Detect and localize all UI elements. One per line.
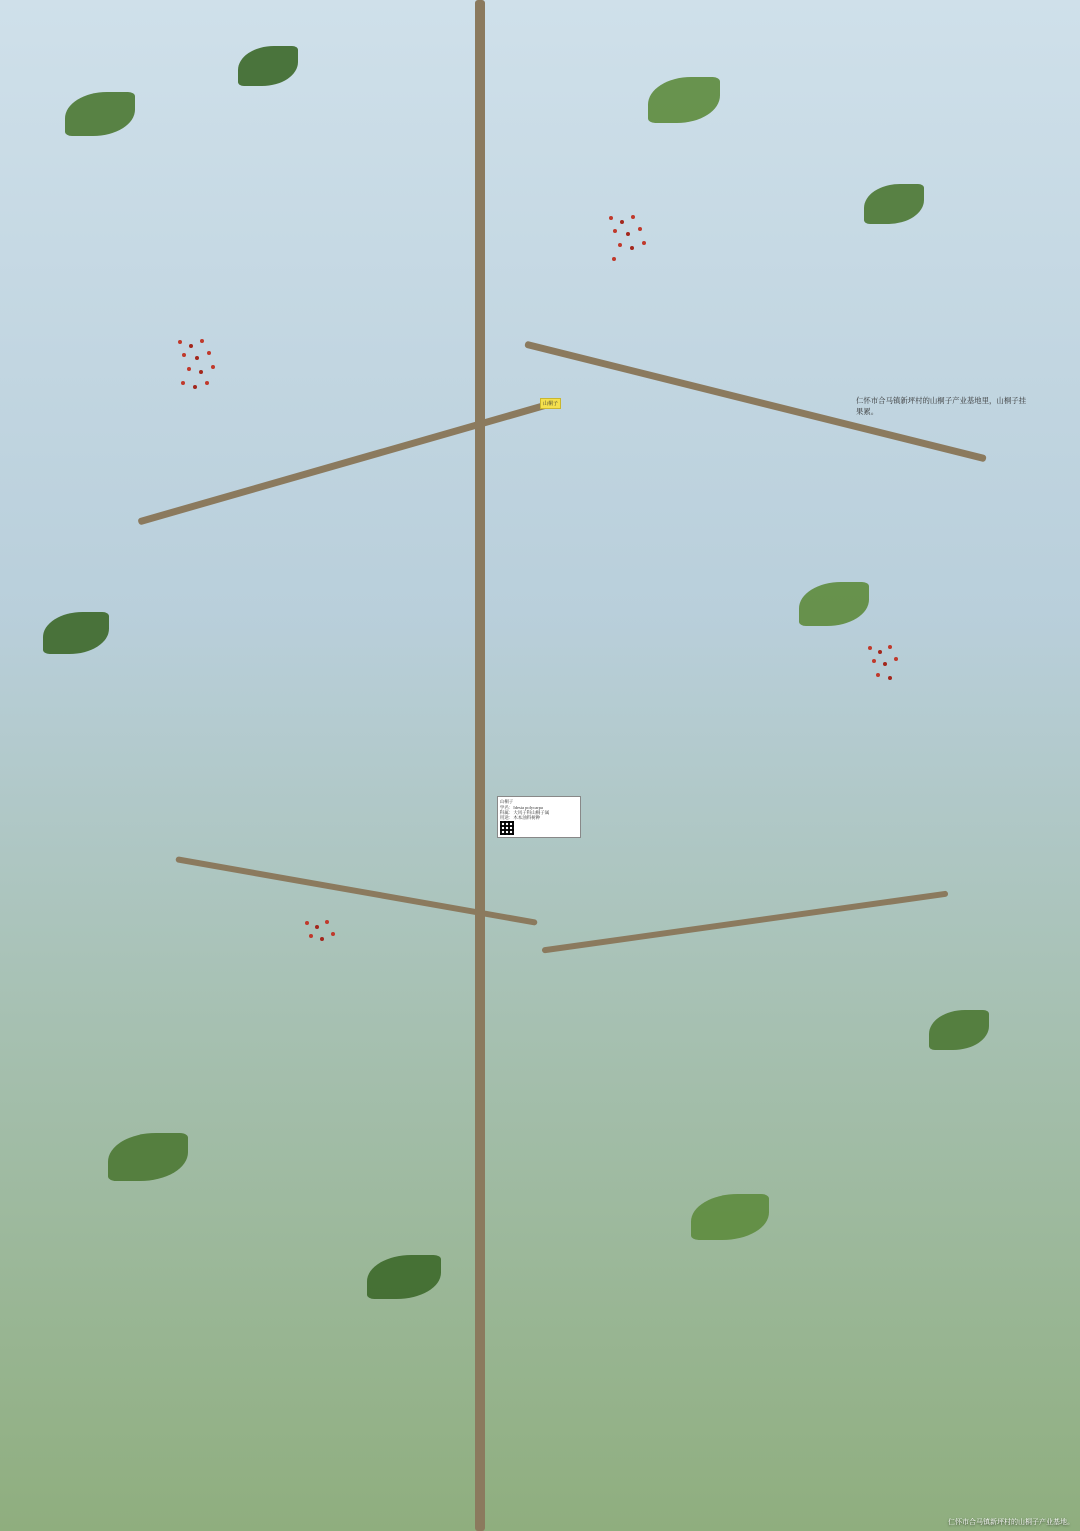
tree-label-tag: 山桐子 [540,398,561,409]
photo-main-orchard: 山桐子 山桐子 学名：Idesia polycarpa 科属：大风子科山桐子属 用途：木本油料树种 仁怀市合马镇新坪村的山桐子产业基地。 [332,379,1032,791]
photo-grid [0,371,1080,1526]
caption-right-tree: 仁怀市合马镇新坪村的山桐子产业基地里，山桐子挂果累。 [856,396,1026,417]
